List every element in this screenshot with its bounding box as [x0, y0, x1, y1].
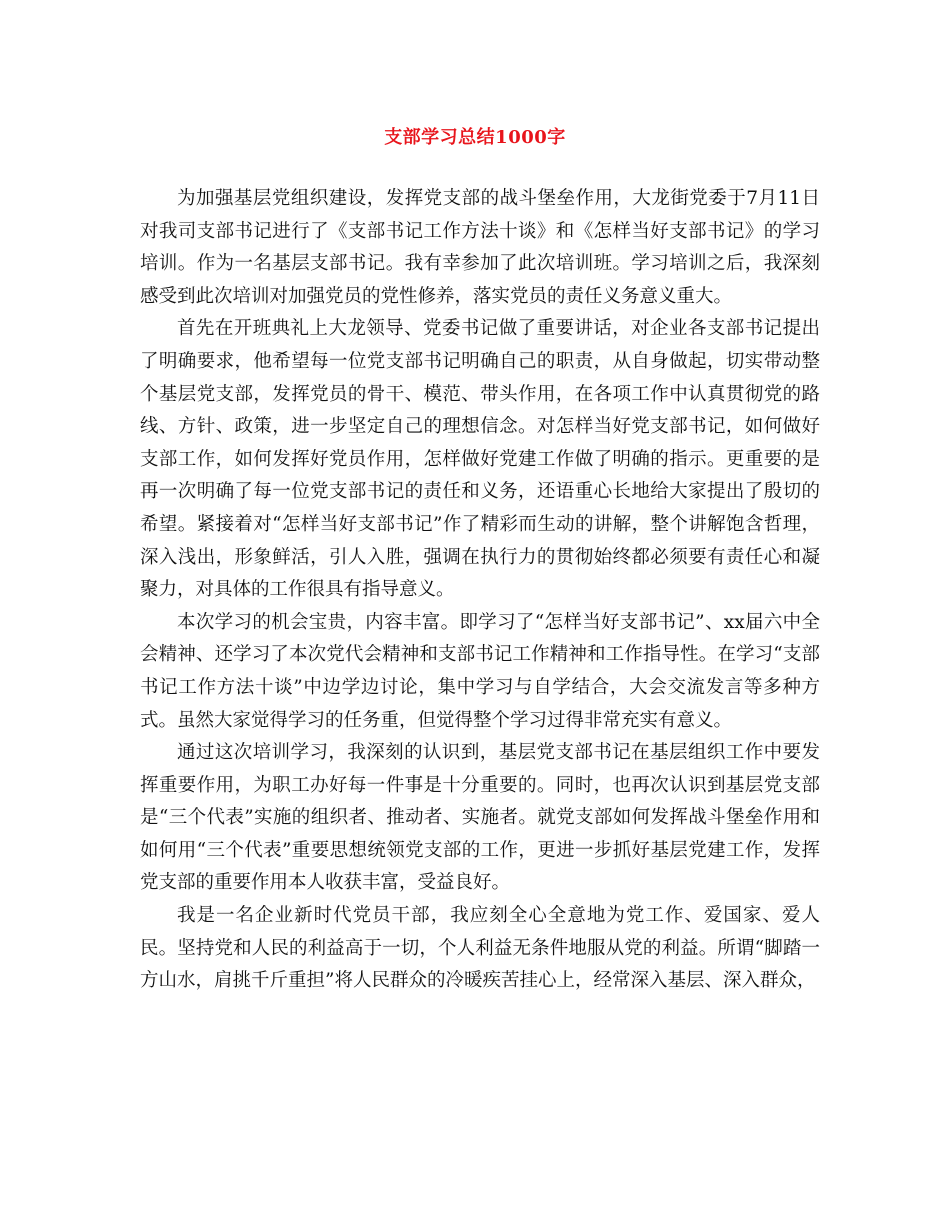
- paragraph-1: 为加强基层党组织建设，发挥党支部的战斗堡垒作用，大龙街党委于7月11日对我司支部书记进行了《支部书记工作方法十谈》和《怎样当好支部书记》的学习培训。作为一名基层支部书记。我有幸参加了此次培训班。学习培训之后，我深刻感受到此次培训对加强党员的党性修养，落实党员的责任义务意义重大。: [140, 188, 820, 307]
- document-title: 支部学习总结1000字: [384, 127, 566, 148]
- paragraph-3: 本次学习的机会宝贵，内容丰富。即学习了“怎样当好支部书记”、xx届六中全会精神、还学习了本次党代会精神和支部书记工作精神和工作指导性。在学习“支部书记工作方法十谈”中边学边讨论，集中学习与自学结合，大会交流发言等多种方式。虽然大家觉得学习的任务重，但觉得整个学习过得非常充实有意义。: [140, 611, 820, 731]
- paragraph-2: 首先在开班典礼上大龙领导、党委书记做了重要讲话，对企业各支部书记提出了明确要求，他希望每一位党支部书记明确自己的职责，从自身做起，切实带动整个基层党支部，发挥党员的骨干、模范、带头作用，在各项工作中认真贯彻党的路线、方针、政策，进一步坚定自己的理想信念。对怎样当好党支部书记，如何做好支部工作，如何发挥好党员作用，怎样做好党建工作做了明确的指示。更重要的是再一次明确了每一位党支部书记的责任和义务，还语重心长地给大家提出了殷切的希望。紧接着对“怎样当好支部书记”作了精彩而生动的讲解，整个讲解饱含哲理，深入浅出，形象鲜活，引人入胜，强调在执行力的贯彻始终都必须要有责任心和凝聚力，对具体的工作很具有指导意义。: [140, 318, 820, 601]
- document-body: [140, 183, 820, 998]
- paragraph-4: 通过这次培训学习，我深刻的认识到，基层党支部书记在基层组织工作中要发挥重要作用，为职工办好每一件事是十分重要的。同时，也再次认识到基层党支部是“三个代表”实施的组织者、推动者、实施者。就党支部如何发挥战斗堡垒作用和如何用“三个代表”重要思想统领党支部的工作，更进一步抓好基层党建工作，发挥党支部的重要作用本人收获丰富，受益良好。: [140, 742, 820, 894]
- paragraph-5: 我是一名企业新时代党员干部，我应刻全心全意地为党工作、爱国家、爱人民。坚持党和人民的利益高于一切，个人利益无条件地服从党的利益。所谓“脚踏一方山水，肩挑千斤重担”将人民群众的冷暖疾苦挂心上，经常深入基层、深入群众，: [140, 905, 820, 992]
